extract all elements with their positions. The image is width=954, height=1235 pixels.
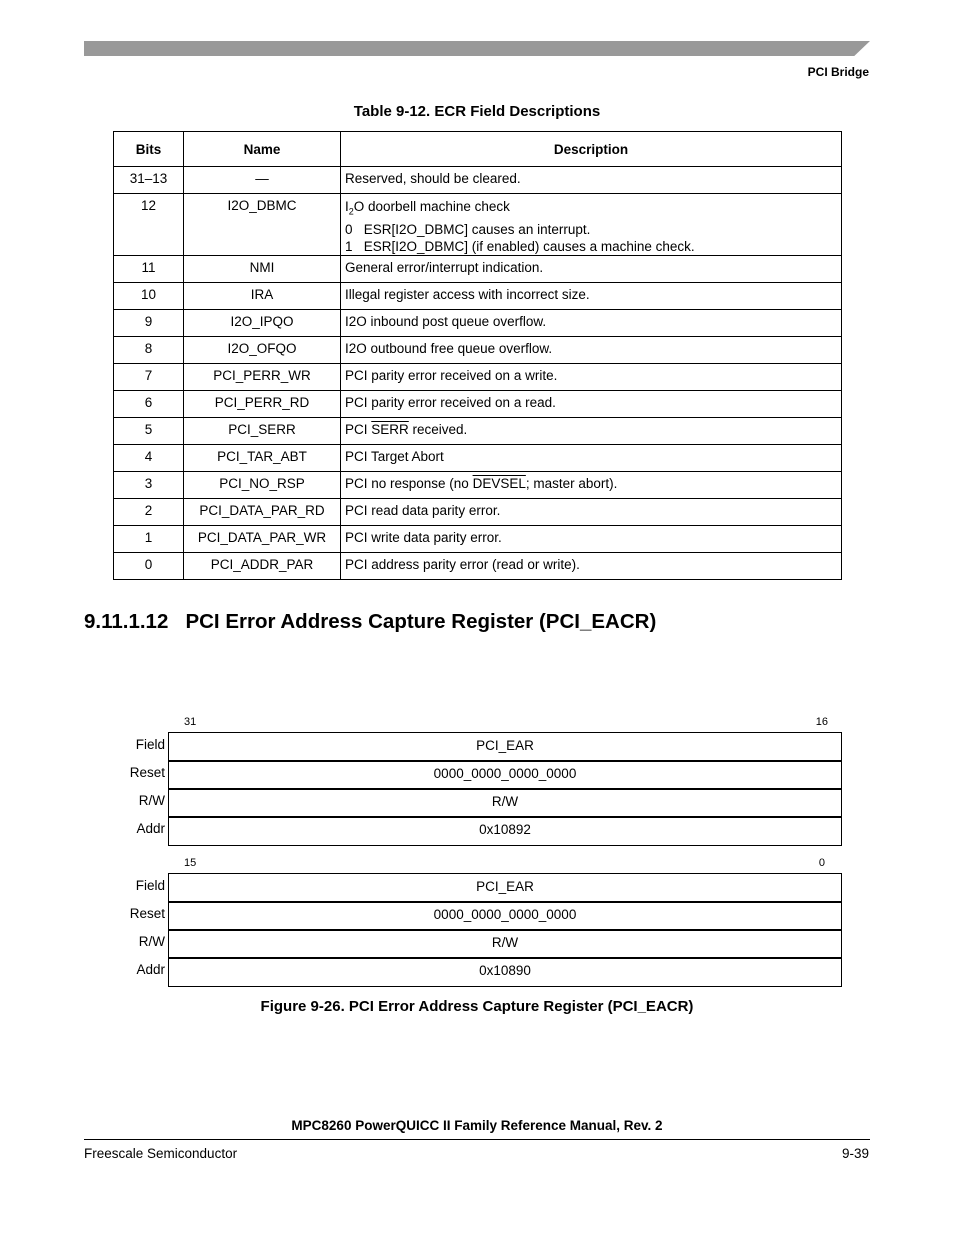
bits-cell: 8: [114, 337, 184, 364]
description-line: 0 ESR[I2O_DBMC] causes an interrupt.: [345, 221, 591, 237]
figure-caption: Figure 9-26. PCI Error Address Capture Register (PCI_EACR): [260, 998, 694, 1015]
ecr-field-table: [113, 131, 842, 580]
field-value: PCI_EAR: [168, 732, 842, 762]
column-header-bits: Bits: [114, 132, 184, 167]
description-cell: I2O outbound free queue overflow.: [341, 337, 842, 364]
table-row: [114, 445, 842, 472]
footer-publisher: Freescale Semiconductor: [84, 1146, 238, 1161]
description-cell: [341, 418, 842, 445]
column-header-name: Name: [184, 132, 341, 167]
header-bar: [84, 41, 870, 56]
register-field-row: [113, 732, 842, 760]
description-text: ; master abort).: [525, 476, 618, 491]
description-cell: [341, 472, 842, 499]
addr-value: 0x10892: [168, 816, 842, 846]
description-cell: PCI address parity error (read or write).: [341, 553, 842, 580]
table-header-row: [114, 132, 842, 167]
description-line: 1 ESR[I2O_DBMC] (if enabled) causes a machine check.: [345, 238, 695, 254]
rw-label: R/W: [138, 793, 165, 808]
register-reset-row: [113, 760, 842, 788]
table-row: [114, 283, 842, 310]
name-cell: I2O_OFQO: [184, 337, 341, 364]
table-row: [114, 310, 842, 337]
table-title: Table 9-12. ECR Field Descriptions: [353, 103, 601, 120]
name-cell: I2O_DBMC: [184, 194, 341, 256]
description-cell: Reserved, should be cleared.: [341, 167, 842, 194]
description-cell: PCI write data parity error.: [341, 526, 842, 553]
name-cell: NMI: [184, 256, 341, 283]
overlined-signal: SERR: [371, 422, 409, 437]
table-row: [114, 472, 842, 499]
bit-number-high: 15: [184, 857, 197, 869]
footer-title: MPC8260 PowerQUICC II Family Reference Manual, Rev. 2: [291, 1118, 663, 1133]
bits-cell: 10: [114, 283, 184, 310]
description-cell: PCI Target Abort: [341, 445, 842, 472]
table-row: [114, 553, 842, 580]
name-cell: PCI_SERR: [184, 418, 341, 445]
bits-cell: 9: [114, 310, 184, 337]
description-text: received.: [408, 422, 468, 437]
field-value: PCI_EAR: [168, 873, 842, 903]
reset-value: 0000_0000_0000_0000: [168, 901, 842, 931]
description-cell: Illegal register access with incorrect size.: [341, 283, 842, 310]
name-cell: PCI_ADDR_PAR: [184, 553, 341, 580]
description-text: O doorbell machine check: [353, 199, 510, 214]
register-addr-row: [113, 957, 842, 985]
name-cell: PCI_DATA_PAR_WR: [184, 526, 341, 553]
table-row: [114, 499, 842, 526]
name-cell: PCI_PERR_WR: [184, 364, 341, 391]
name-cell: IRA: [184, 283, 341, 310]
reset-value: 0000_0000_0000_0000: [168, 760, 842, 790]
footer-divider: [84, 1139, 870, 1140]
description-cell: PCI parity error received on a write.: [341, 364, 842, 391]
table-row: [114, 256, 842, 283]
reset-label: Reset: [129, 765, 165, 780]
description-line: [345, 198, 837, 221]
overlined-signal: DEVSEL: [472, 476, 526, 491]
table-row: [114, 418, 842, 445]
bit-number-low: 16: [815, 716, 828, 728]
description-cell: General error/interrupt indication.: [341, 256, 842, 283]
table-row: [114, 364, 842, 391]
bit-number-high: 31: [184, 716, 197, 728]
name-cell: PCI_NO_RSP: [184, 472, 341, 499]
description-text: PCI no response (no: [345, 476, 473, 491]
table-row: [114, 167, 842, 194]
bits-cell: 5: [114, 418, 184, 445]
column-header-description: Description: [341, 132, 842, 167]
name-cell: PCI_PERR_RD: [184, 391, 341, 418]
bits-cell: 11: [114, 256, 184, 283]
description-cell: I2O inbound post queue overflow.: [341, 310, 842, 337]
bits-cell: 4: [114, 445, 184, 472]
description-cell: PCI read data parity error.: [341, 499, 842, 526]
bits-cell: 31–13: [114, 167, 184, 194]
table-row: [114, 194, 842, 256]
addr-value: 0x10890: [168, 957, 842, 987]
register-rw-row: [113, 788, 842, 816]
field-label: Field: [135, 878, 165, 893]
bit-number-low: 0: [818, 857, 825, 869]
bits-cell: 2: [114, 499, 184, 526]
table-row: [114, 337, 842, 364]
bits-cell: 12: [114, 194, 184, 256]
table-row: [114, 391, 842, 418]
addr-label: Addr: [136, 962, 165, 977]
subscript-text: 2: [348, 206, 354, 217]
reset-label: Reset: [129, 906, 165, 921]
bits-cell: 7: [114, 364, 184, 391]
name-cell: PCI_TAR_ABT: [184, 445, 341, 472]
register-field-row: [113, 873, 842, 901]
register-addr-row: [113, 816, 842, 844]
section-label: PCI Bridge: [807, 65, 869, 79]
description-text: PCI: [345, 422, 372, 437]
bits-cell: 0: [114, 553, 184, 580]
register-rw-row: [113, 929, 842, 957]
description-text: I: [345, 199, 349, 214]
rw-label: R/W: [138, 934, 165, 949]
rw-value: R/W: [168, 788, 842, 818]
section-heading: 9.11.1.12 PCI Error Address Capture Register (PCI_EACR): [84, 610, 657, 633]
name-cell: —: [184, 167, 341, 194]
rw-value: R/W: [168, 929, 842, 959]
table-row: [114, 526, 842, 553]
bits-cell: 1: [114, 526, 184, 553]
bits-cell: 6: [114, 391, 184, 418]
field-label: Field: [135, 737, 165, 752]
register-reset-row: [113, 901, 842, 929]
page-number: 9-39: [841, 1146, 869, 1161]
bits-cell: 3: [114, 472, 184, 499]
name-cell: PCI_DATA_PAR_RD: [184, 499, 341, 526]
addr-label: Addr: [136, 821, 165, 836]
description-cell: [341, 194, 842, 256]
name-cell: I2O_IPQO: [184, 310, 341, 337]
description-cell: PCI parity error received on a read.: [341, 391, 842, 418]
